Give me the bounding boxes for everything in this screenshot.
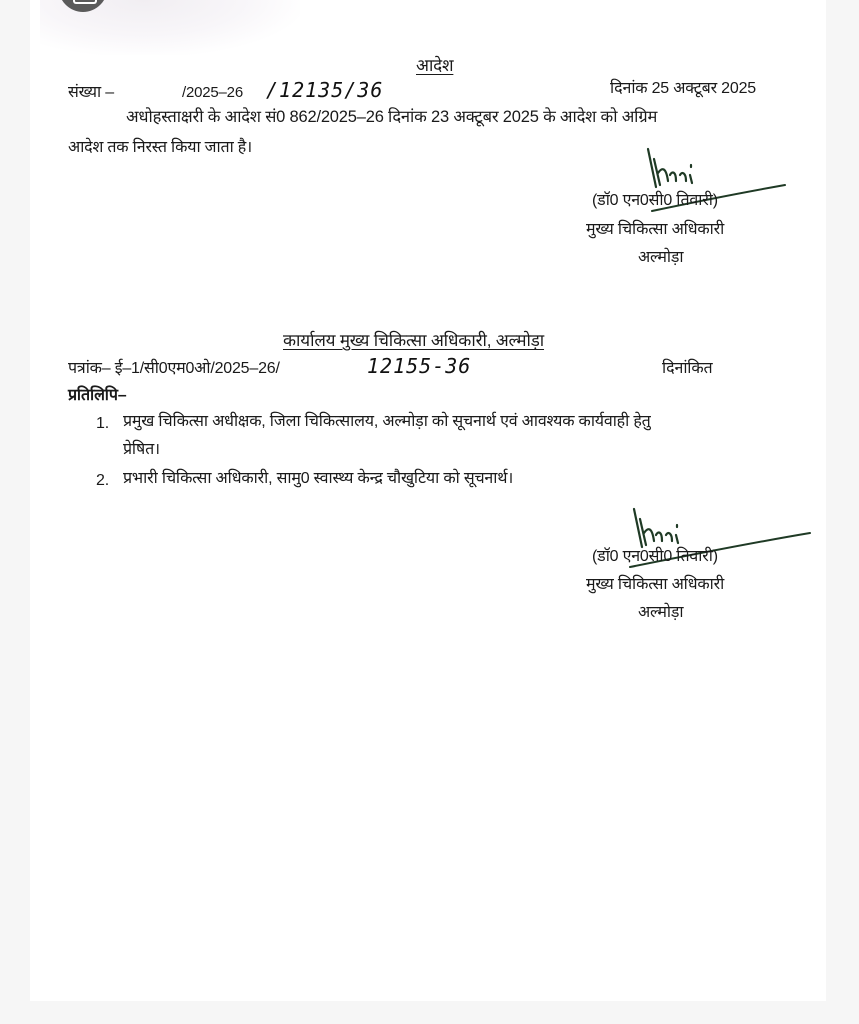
signature-1-designation: मुख्य चिकित्सा अधिकारी [586, 221, 725, 238]
order-number-handwritten: /12135/36 [266, 78, 384, 102]
signature-1-place: अल्मोड़ा [638, 249, 684, 266]
signature-1-name: (डॉ0 एन0सी0 तिवारी) [592, 192, 718, 209]
signature-2-designation: मुख्य चिकित्सा अधिकारी [586, 576, 725, 593]
tray-icon [73, 0, 97, 4]
signature-2-place: अल्मोड़ा [638, 604, 684, 621]
copy-item-1-line-1: प्रमुख चिकित्सा अधीक्षक, जिला चिकित्सालय, अल्मोड़ा को सूचनार्थ एवं आवश्यक कार्यवाही हेतु [123, 413, 651, 430]
letter-number-handwritten: 12155-36 [367, 354, 472, 378]
office-title: कार्यालय मुख्य चिकित्सा अधिकारी, अल्मोड़ा [283, 331, 545, 350]
copy-item-2-number: 2. [96, 472, 109, 489]
order-number-label: संख्या – [68, 84, 114, 101]
copy-item-2-line-1: प्रभारी चिकित्सा अधिकारी, सामु0 स्वास्थ्य केन्द्र चौखुटिया को सूचनार्थ। [123, 470, 514, 487]
order-body-line-1: अधोहस्ताक्षरी के आदेश सं0 862/2025–26 दिनांक 23 अक्टूबर 2025 के आदेश को अग्रिम [126, 108, 658, 126]
order-date: दिनांक 25 अक्टूबर 2025 [610, 80, 756, 97]
copy-item-1-number: 1. [96, 415, 109, 432]
copy-item-1-line-2: प्रेषित। [123, 441, 160, 458]
letter-dated: दिनांकित [662, 360, 713, 377]
document-page [30, 0, 826, 1001]
letter-number-label: पत्रांक– ई–1/सी0एम0ओ/2025–26/ [68, 360, 280, 377]
order-number-prefix: /2025–26 [182, 84, 243, 101]
signature-2-name: (डॉ0 एन0सी0 तिवारी) [592, 548, 718, 565]
order-body-line-2: आदेश तक निरस्त किया जाता है। [68, 139, 252, 156]
signature-mark-2 [580, 505, 820, 585]
order-title: आदेश [416, 56, 454, 75]
copy-label: प्रतिलिपि– [68, 387, 127, 404]
